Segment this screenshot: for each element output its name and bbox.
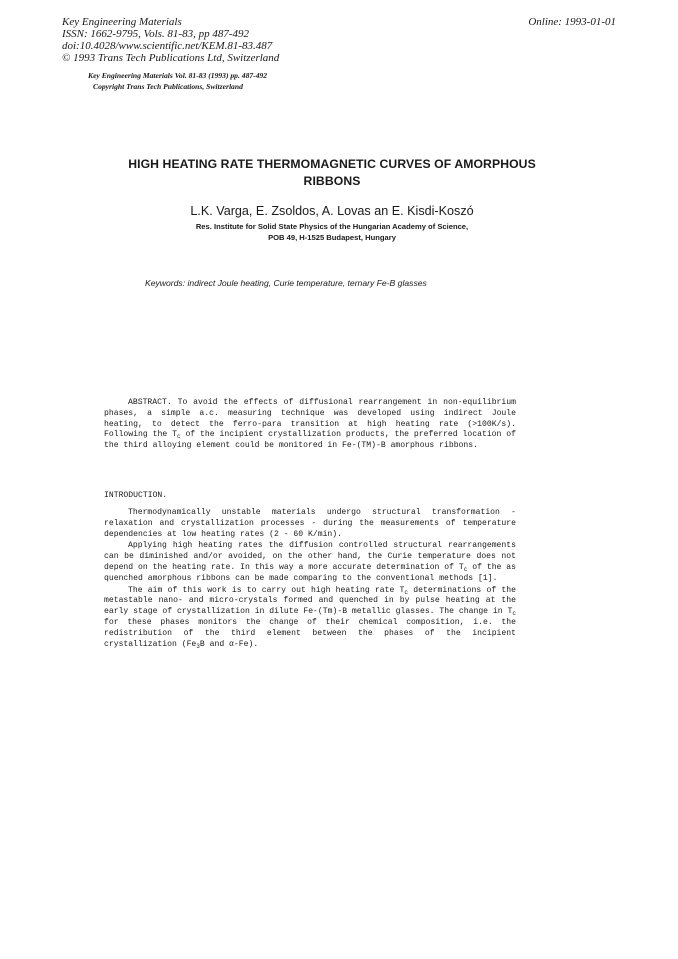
title-line2: RIBBONS bbox=[303, 174, 361, 188]
keywords: Keywords: indirect Joule heating, Curie temperature, ternary Fe-B glasses bbox=[145, 278, 427, 288]
intro-paragraph-1: Thermodynamically unstable materials undergo structural transformation -relaxation and crystallization processes - during the measurements of temperature dependencies at low heating rates (2 - 60 K/min). bbox=[104, 508, 516, 539]
affiliation-line2: POB 49, H-1525 Budapest, Hungary bbox=[268, 232, 396, 242]
paper-title bbox=[60, 156, 604, 190]
online-date: Online: 1993-01-01 bbox=[528, 16, 616, 28]
doi-link[interactable]: doi:10.4028/www.scientific.net/KEM.81-83.487 bbox=[62, 40, 273, 52]
journal-header-line2: Copyright Trans Tech Publications, Switzerland bbox=[93, 82, 243, 91]
intro-paragraph-3: The aim of this work is to carry out high heating rate $T_c$ determinations of the metastable nano- and micro-crystals formed and quenched in by pulse heating at the early stage of crystallization in dilute Fe-(Tm)-B metallic glasses. The change in $T_c$ for these phases monitors the change of their chemical composition, i.e. the redistribution of the third element between the phases of the incipient crystallization ($Fe_3B$ and α-Fe). bbox=[104, 585, 516, 650]
authors: L.K. Varga, E. Zsoldos, A. Lovas an E. Kisdi-Koszó bbox=[190, 204, 474, 218]
issn-line: ISSN: 1662-9795, Vols. 81-83, pp 487-492 bbox=[62, 28, 249, 40]
abstract-paragraph: ABSTRACT. To avoid the effects of diffusional rearrangement in non-equilibrium phases, a simple a.c. measuring technique was developed using indirect Joule heating, to detect the ferro-para transition at high heating rate (>100K/s). Following the $T_c$ of the incipient crystallization products, the preferred location of the third alloying element could be monitored in Fe-(TM)-B amorphous ribbons. bbox=[104, 398, 517, 451]
introduction-body bbox=[104, 508, 516, 650]
journal-name: Key Engineering Materials bbox=[62, 16, 182, 28]
journal-header bbox=[88, 70, 267, 92]
abstract bbox=[104, 398, 516, 452]
copyright-line: © 1993 Trans Tech Publications Ltd, Switzerland bbox=[62, 52, 280, 64]
affiliation-line1: Res. Institute for Solid State Physics of the Hungarian Academy of Science, bbox=[195, 222, 469, 231]
intro-paragraph-2: Applying high heating rates the diffusion controlled structural rearrangements can be diminished and/or avoided, on the other hand, the Curie temperature does not depend on the heating rate. In this way a more accurate determination of $T_c$ of the as quenched amorphous ribbons can be made comparing to the conventional methods [1]. bbox=[104, 541, 517, 583]
affiliation bbox=[60, 222, 604, 243]
publication-metadata bbox=[62, 16, 279, 64]
title-line1: HIGH HEATING RATE THERMOMAGNETIC CURVES OF AMORPHOUS bbox=[128, 157, 536, 171]
section-heading-introduction: INTRODUCTION. bbox=[104, 491, 168, 500]
journal-header-line1: Key Engineering Materials Vol. 81-83 (1993) pp. 487-492 bbox=[88, 71, 268, 80]
